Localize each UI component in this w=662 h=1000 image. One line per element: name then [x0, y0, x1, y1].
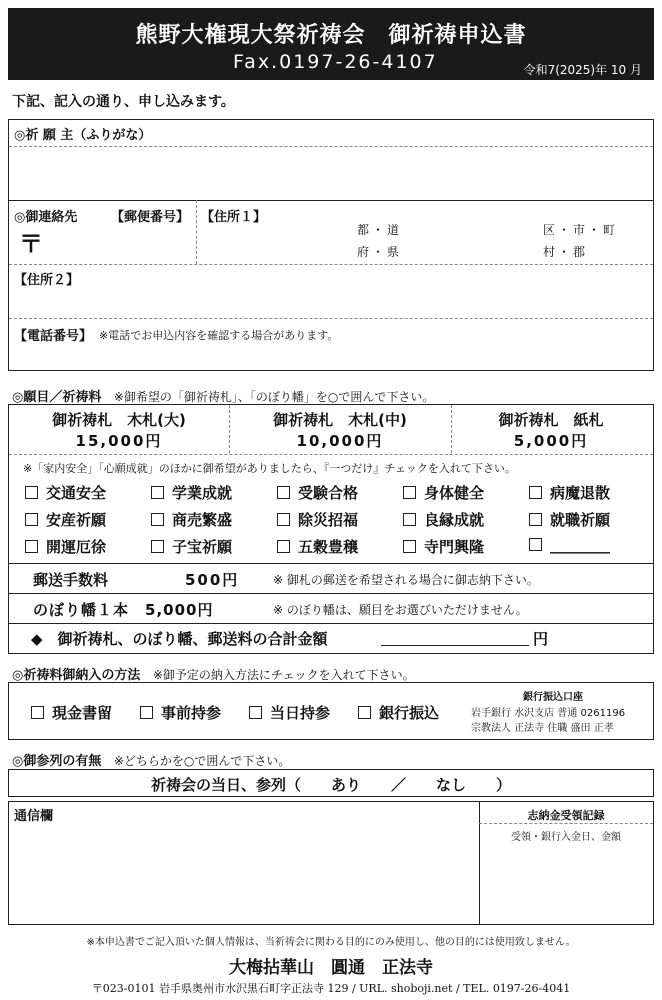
payment-heading-text: ◎祈祷料御納入の方法 [12, 668, 141, 683]
postage-note: ※ 御札の郵送を希望される場合に御志納下さい。 [273, 573, 539, 587]
total-amount-field[interactable] [381, 645, 529, 646]
total-unit: 円 [533, 630, 549, 648]
payment-option-toujitsu[interactable] [249, 702, 330, 723]
payment-label: 現金書留 [52, 704, 113, 722]
fuda-price: 15,000円 [75, 432, 163, 450]
fax-number: Fax.0197-26-4107 [233, 51, 438, 73]
intro-text: 下記、記入の通り、申し込みます。 [12, 94, 235, 110]
divider [9, 146, 653, 147]
address1-label: 【住所１】 [201, 210, 267, 225]
fuda-name: 御祈祷札 紙札 [498, 411, 604, 429]
checkbox-icon [529, 538, 542, 551]
wish-label: 子宝祈願 [172, 538, 233, 556]
header-bar [8, 8, 654, 80]
record-sub: 受領・銀行入金日、金額 [511, 832, 621, 843]
city-top: 区・市・町 [543, 223, 619, 237]
applicant-label: ◎祈 願 主（ふりがな） [14, 128, 152, 143]
fuda-price: 5,000円 [513, 432, 589, 450]
wish-label: 学業成就 [172, 484, 233, 502]
checkbox-icon [277, 540, 290, 553]
phone-label: 【電話番号】 [14, 329, 93, 344]
attend-block[interactable] [8, 769, 654, 797]
attend-heading-note: ※どちらかを○で囲んで下さい。 [113, 754, 291, 768]
wish-label: 除災招福 [298, 511, 359, 529]
payment-heading-note: ※御予定の納入方法にチェックを入れて下さい。 [152, 668, 415, 682]
checkbox-icon [403, 540, 416, 553]
wish-checkbox[interactable] [151, 482, 232, 503]
address2-field[interactable] [9, 288, 653, 316]
postal-mark: 〒 [19, 230, 43, 258]
fuda-price: 10,000円 [296, 432, 384, 450]
address2-label: 【住所２】 [14, 273, 80, 288]
payment-option-genkin[interactable] [31, 702, 112, 723]
postal-code-field[interactable] [39, 226, 189, 250]
checkbox-icon [403, 486, 416, 499]
payment-option-bank[interactable] [358, 702, 439, 723]
wish-label: 安産祈願 [46, 511, 107, 529]
wish-checkbox[interactable] [529, 509, 610, 530]
divider [9, 318, 653, 319]
checkbox-icon [403, 513, 416, 526]
attend-heading [12, 750, 290, 769]
wish-label: 受験合格 [298, 484, 359, 502]
payment-heading [12, 664, 415, 683]
wish-heading [12, 386, 434, 405]
wish-block [8, 404, 654, 654]
checkbox-icon [31, 706, 44, 719]
wish-checkbox[interactable] [277, 536, 358, 557]
divider [9, 200, 653, 201]
banner-note: ※ のぼり幡は、願目をお選びいただけません。 [273, 603, 528, 617]
wish-label: 病魔退散 [550, 484, 611, 502]
form-date: 令和7(2025)年 10 月 [523, 63, 642, 77]
payment-label: 銀行振込 [379, 704, 440, 722]
divider [9, 623, 653, 624]
postage-label: 郵送手数料 [33, 571, 109, 589]
record-title: 志納金受領記録 [527, 809, 605, 822]
temple-name: 大梅拈華山 圓通 正法寺 [229, 958, 433, 978]
divider [196, 200, 197, 264]
comm-block [8, 801, 654, 925]
pref-bottom: 府・県 [357, 245, 403, 259]
checkbox-icon [25, 540, 38, 553]
wish-label: 身体健全 [424, 484, 485, 502]
wish-checkbox[interactable] [151, 509, 232, 530]
fuda-name: 御祈祷札 木札(中) [273, 411, 407, 429]
total-label: ◆ 御祈祷札、のぼり幡、郵送料の合計金額 [31, 630, 328, 648]
divider [9, 593, 653, 594]
attend-heading-text: ◎御参列の有無 [12, 754, 102, 769]
comm-field[interactable] [13, 824, 475, 922]
fuda-medium[interactable] [229, 405, 451, 453]
checkbox-icon [277, 486, 290, 499]
wish-checkbox[interactable] [403, 536, 484, 557]
temple-address: 〒023-0101 岩手県奥州市水沢黒石町字正法寺 129 / URL. shoboji.net / TEL. 0197-26-4041 [91, 982, 571, 995]
wish-label: ________ [550, 536, 610, 554]
checkbox-icon [358, 706, 371, 719]
wish-label: 交通安全 [46, 484, 107, 502]
wish-label: 就職祈願 [550, 511, 611, 529]
divider [9, 264, 653, 265]
wish-label: 商売繁盛 [172, 511, 233, 529]
checkbox-icon [25, 486, 38, 499]
wish-checkbox[interactable] [277, 509, 358, 530]
payment-label: 事前持参 [161, 704, 222, 722]
postal-label: 【郵便番号】 [111, 210, 190, 225]
wish-label: 良縁成就 [424, 511, 485, 529]
wish-checkbox[interactable] [25, 509, 106, 530]
contact-label: ◎御連絡先 [14, 210, 78, 225]
wish-heading-note: ※御希望の「御祈祷札」、「のぼり幡」を○で囲んで下さい。 [113, 390, 435, 404]
checkbox-icon [140, 706, 153, 719]
divider [9, 563, 653, 564]
privacy-note: ※本申込書でご記入頂いた個人情報は、当祈祷会に関わる目的にのみ使用し、他の目的には使用致しません。 [86, 937, 576, 948]
payment-block [8, 682, 654, 740]
phone-field[interactable] [9, 342, 653, 368]
city-bottom: 村・郡 [543, 245, 589, 259]
checkbox-icon [249, 706, 262, 719]
bank-line1: 岩手銀行 水沢支店 普通 0261196 [471, 708, 626, 719]
divider [479, 823, 653, 824]
payment-option-jizen[interactable] [140, 702, 221, 723]
wish-checkbox[interactable] [529, 482, 610, 503]
wish-heading-text: ◎願目／祈祷料 [12, 390, 102, 405]
wish-label: 寺門興隆 [424, 538, 485, 556]
applicant-block [8, 119, 654, 371]
applicant-name-field[interactable] [9, 148, 653, 200]
checkbox-icon [529, 486, 542, 499]
bank-line2: 宗教法人 正法寺 住職 盛田 正孝 [471, 723, 614, 734]
wish-checkbox[interactable] [25, 536, 106, 557]
postage-price: 500円 [185, 571, 240, 589]
pref-top: 都・道 [357, 223, 403, 237]
wish-label: 開運厄徐 [46, 538, 107, 556]
wish-checkbox[interactable] [151, 536, 232, 557]
attend-text: 祈祷会の当日、参列（ あり ／ なし ） [150, 776, 511, 794]
form-title: 熊野大権現大祭祈祷会 御祈祷申込書 [135, 22, 527, 48]
bank-title: 銀行振込口座 [523, 692, 583, 703]
phone-note: ※電話でお申込内容を確認する場合があります。 [99, 329, 339, 342]
checkbox-icon [277, 513, 290, 526]
comm-label: 通信欄 [14, 809, 54, 824]
checkbox-icon [151, 540, 164, 553]
divider [9, 454, 653, 455]
payment-label: 当日持参 [270, 704, 331, 722]
fuda-paper[interactable] [451, 405, 651, 453]
wish-checkbox[interactable] [25, 482, 106, 503]
wish-checkbox[interactable] [403, 509, 484, 530]
checkbox-icon [151, 486, 164, 499]
wish-label: 五穀豊穣 [298, 538, 359, 556]
fuda-large[interactable] [9, 405, 229, 453]
wish-checkbox-other[interactable] [529, 536, 610, 554]
checkbox-icon [25, 513, 38, 526]
wish-checkbox[interactable] [277, 482, 358, 503]
checkbox-icon [151, 513, 164, 526]
fuda-name: 御祈祷札 木札(大) [52, 411, 186, 429]
wish-checkbox[interactable] [403, 482, 484, 503]
checkbox-icon [529, 513, 542, 526]
wish-note: ※「家内安全」「心願成就」のほかに御希望がありましたら、『一つだけ』チェックを入れて下さい。 [23, 462, 516, 475]
banner-label: のぼり幡１本 5,000円 [33, 601, 214, 619]
